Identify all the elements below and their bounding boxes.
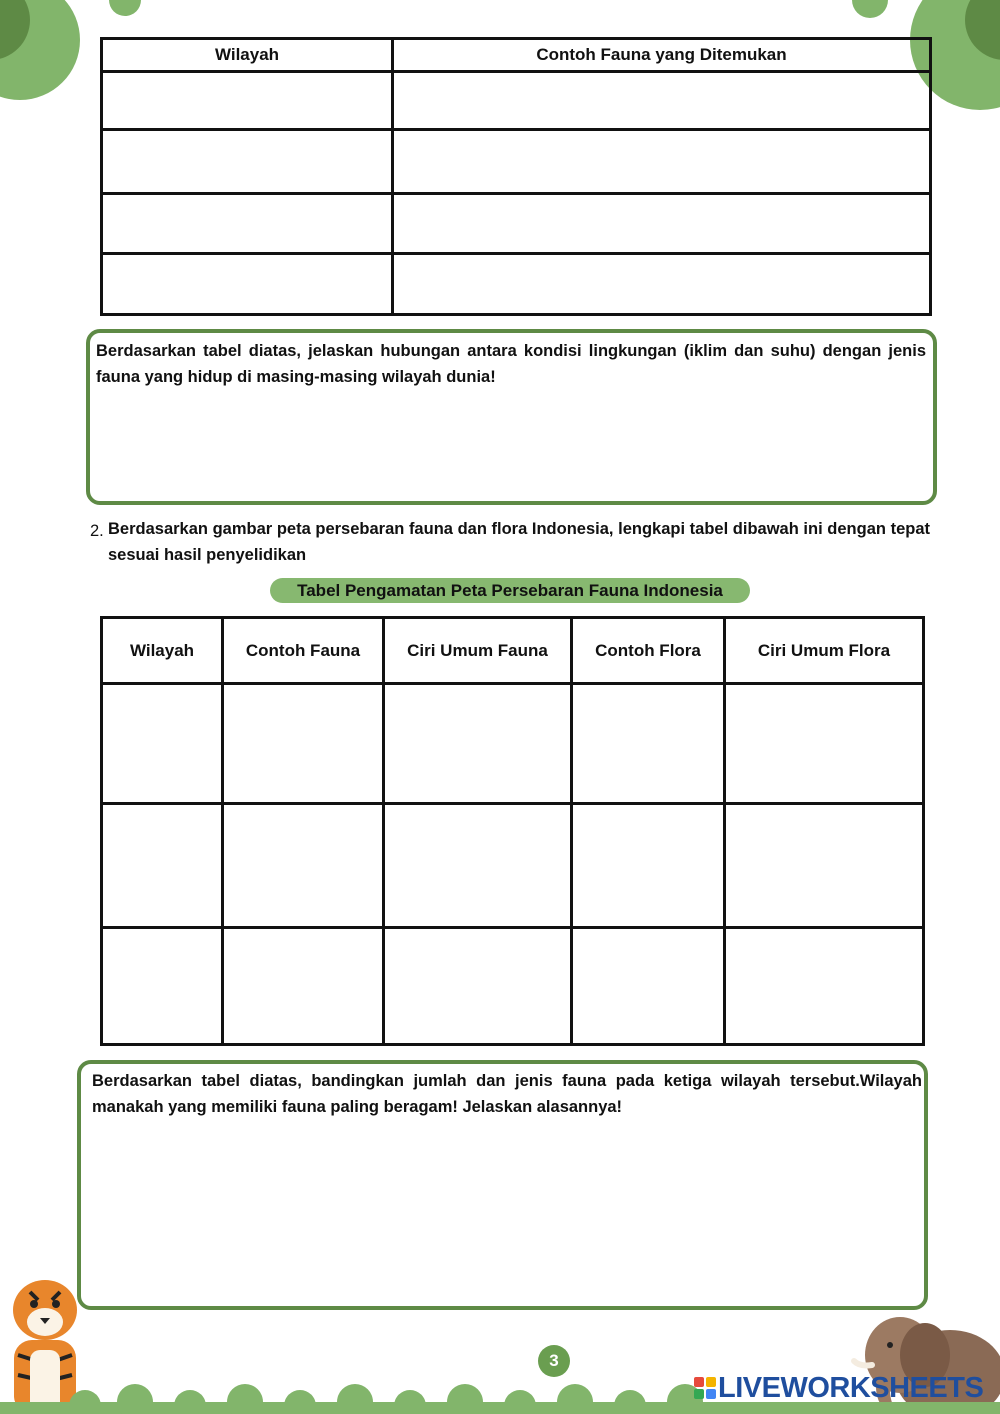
table2-header-wilayah: Wilayah xyxy=(102,618,223,684)
table2-cell[interactable] xyxy=(102,804,223,928)
table2-cell[interactable] xyxy=(102,684,223,804)
table2-cell[interactable] xyxy=(572,928,725,1045)
table1-header-wilayah: Wilayah xyxy=(102,39,393,72)
table2-header-ciri-flora: Ciri Umum Flora xyxy=(725,618,924,684)
table2-cell[interactable] xyxy=(223,804,384,928)
question2-number: 2. xyxy=(90,522,104,540)
page-number: 3 xyxy=(538,1345,570,1377)
table2-cell[interactable] xyxy=(572,804,725,928)
table1-cell[interactable] xyxy=(102,72,393,130)
watermark-text: LIVEWORKSHEETS xyxy=(718,1372,984,1404)
table1-cell[interactable] xyxy=(102,254,393,315)
question2-text: Berdasarkan gambar peta persebaran fauna dan flora Indonesia, lengkapi tabel dibawah ini dengan tepat sesuai hasil penyelidikan xyxy=(108,520,930,564)
table2-header-ciri-fauna: Ciri Umum Fauna xyxy=(384,618,572,684)
table1-header-contoh-fauna: Contoh Fauna yang Ditemukan xyxy=(393,39,931,72)
watermark-logo-icon xyxy=(694,1377,716,1399)
table1-cell[interactable] xyxy=(393,194,931,254)
table2-title: Tabel Pengamatan Peta Persebaran Fauna Indonesia xyxy=(270,578,750,603)
table2-header-contoh-fauna: Contoh Fauna xyxy=(223,618,384,684)
table2-cell[interactable] xyxy=(384,928,572,1045)
table2-header-contoh-flora: Contoh Flora xyxy=(572,618,725,684)
table1-cell[interactable] xyxy=(393,72,931,130)
indonesia-distribution-table xyxy=(100,616,925,1046)
question1-prompt: Berdasarkan tabel diatas, jelaskan hubungan antara kondisi lingkungan (iklim dan suhu) dengan jenis fauna yang hidup di masing-masing wilayah dunia! xyxy=(96,342,926,386)
table2-cell[interactable] xyxy=(102,928,223,1045)
table2-cell[interactable] xyxy=(572,684,725,804)
table1-cell[interactable] xyxy=(393,254,931,315)
table2-cell[interactable] xyxy=(384,804,572,928)
fauna-region-table xyxy=(100,37,932,316)
table2-cell[interactable] xyxy=(725,804,924,928)
table1-cell[interactable] xyxy=(102,130,393,194)
table2-cell[interactable] xyxy=(223,684,384,804)
question3-prompt: Berdasarkan tabel diatas, bandingkan jumlah dan jenis fauna pada ketiga wilayah tersebut.Wilayah manakah yang memiliki fauna paling beragam! Jelaskan alasannya! xyxy=(92,1072,922,1116)
table2-cell[interactable] xyxy=(223,928,384,1045)
table1-cell[interactable] xyxy=(393,130,931,194)
table2-cell[interactable] xyxy=(725,928,924,1045)
table2-cell[interactable] xyxy=(384,684,572,804)
table1-cell[interactable] xyxy=(102,194,393,254)
table2-cell[interactable] xyxy=(725,684,924,804)
